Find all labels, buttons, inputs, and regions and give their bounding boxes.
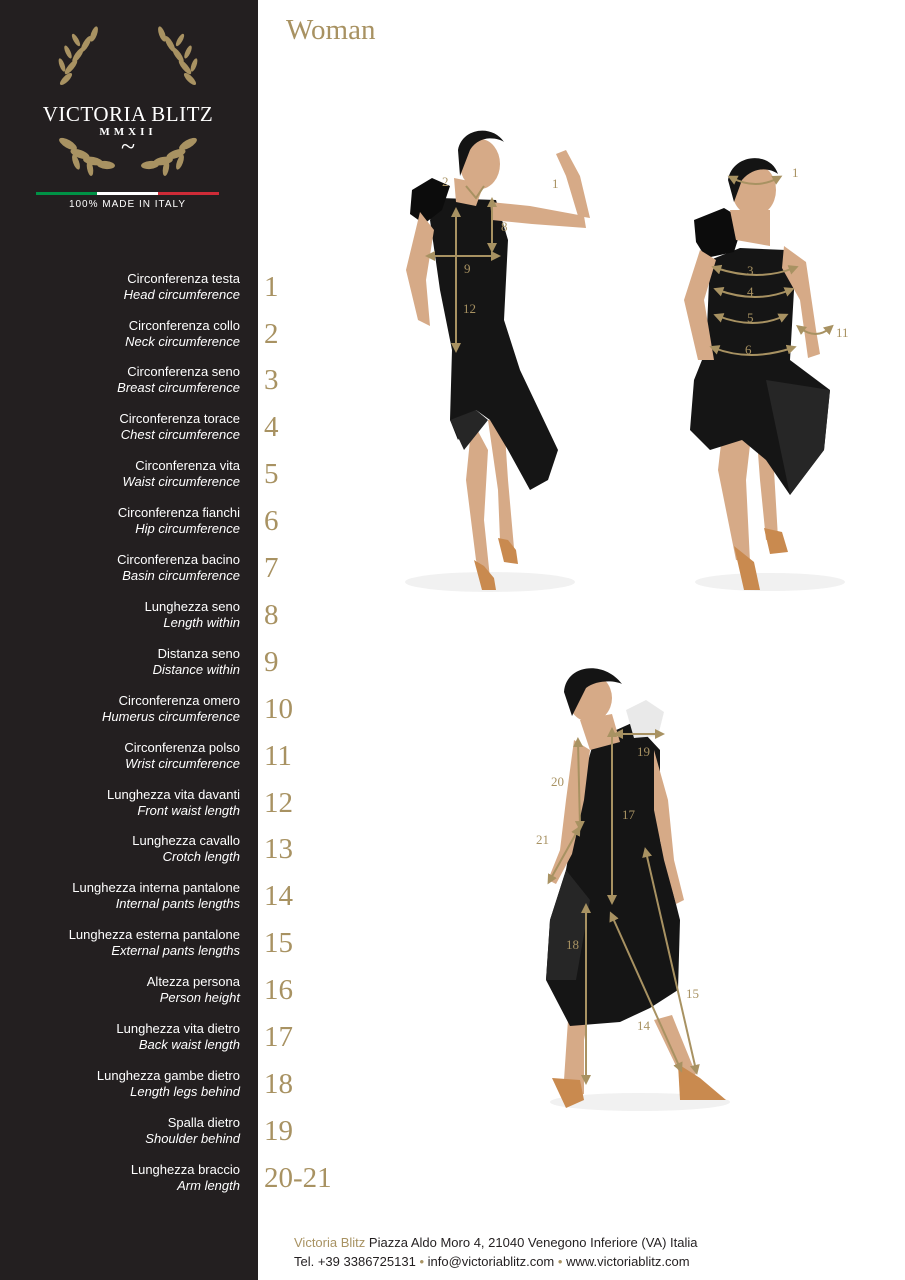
- legend-number: 3: [264, 364, 279, 396]
- legend-number: 17: [264, 1021, 293, 1053]
- measurement-marker: 5: [747, 310, 754, 325]
- legend-label-english: Waist circumference: [122, 474, 240, 489]
- legend-label-english: Neck circumference: [125, 334, 240, 349]
- measurement-marker: 6: [745, 342, 752, 357]
- legend-row: [0, 552, 360, 599]
- measurement-marker: 14: [637, 1018, 650, 1033]
- legend-row: [0, 599, 360, 646]
- legend-label-english: Hip circumference: [135, 521, 240, 536]
- legend-number: 6: [264, 505, 279, 537]
- legend-label-italian: Lunghezza cavallo: [132, 833, 240, 848]
- legend-number: 16: [264, 974, 293, 1006]
- legend-row: [0, 505, 360, 552]
- legend-number: 14: [264, 880, 293, 912]
- legend-label-english: Crotch length: [162, 849, 240, 864]
- legend-number: 1: [264, 271, 279, 303]
- legend-row: [0, 364, 360, 411]
- legend-row: [0, 974, 360, 1021]
- legend-label-italian: Circonferenza testa: [127, 271, 240, 286]
- measurement-marker: 20: [551, 774, 564, 789]
- legend-label-italian: Circonferenza collo: [128, 318, 240, 333]
- legend-row: [0, 411, 360, 458]
- legend-number: 20-21: [264, 1162, 332, 1194]
- legend-number: 11: [264, 740, 292, 772]
- measurement-marker: 19: [637, 744, 650, 759]
- legend-label-italian: Altezza persona: [146, 974, 240, 989]
- dancer-side-illustration: [670, 150, 870, 600]
- figure-front-measurements: [380, 120, 600, 600]
- legend-number: 9: [264, 646, 279, 678]
- dancer-front-illustration: [380, 120, 600, 600]
- contact-footer: [294, 1233, 698, 1271]
- legend-label-italian: Circonferenza vita: [135, 458, 240, 473]
- measurement-marker: 21: [536, 832, 549, 847]
- measurement-marker: 18: [566, 937, 579, 952]
- legend-row: [0, 693, 360, 740]
- footer-phone: Tel. +39 3386725131: [294, 1254, 416, 1269]
- legend-label-italian: Lunghezza braccio: [130, 1162, 240, 1177]
- measurement-marker: 3: [747, 263, 754, 278]
- brand-logo: [28, 22, 228, 192]
- legend-label-english: Head circumference: [123, 287, 240, 302]
- measurement-marker: 2: [442, 174, 449, 189]
- legend-label-italian: Circonferenza polso: [124, 740, 240, 755]
- legend-label-english: Wrist circumference: [125, 756, 240, 771]
- legend-row: [0, 1021, 360, 1068]
- legend-number: 18: [264, 1068, 293, 1100]
- figure-back-measurements: [530, 660, 750, 1120]
- legend-label-italian: Circonferenza bacino: [117, 552, 240, 567]
- legend-label-english: Basin circumference: [122, 568, 240, 583]
- legend-row: [0, 740, 360, 787]
- legend-row: [0, 833, 360, 880]
- footer-separator: •: [419, 1254, 424, 1269]
- legend-label-italian: Circonferenza torace: [119, 411, 240, 426]
- legend-number: 2: [264, 318, 279, 350]
- footer-address-line: [294, 1233, 698, 1252]
- legend-label-english: Length within: [163, 615, 240, 630]
- legend-row: [0, 1068, 360, 1115]
- legend-number: 15: [264, 927, 293, 959]
- legend-label-italian: Circonferenza seno: [127, 364, 240, 379]
- legend-number: 5: [264, 458, 279, 490]
- legend-label-italian: Circonferenza fianchi: [117, 505, 240, 520]
- legend-number: 13: [264, 833, 293, 865]
- brand-name: VICTORIA BLITZ: [42, 102, 214, 126]
- legend-number: 4: [264, 411, 279, 443]
- measurement-marker: 1: [552, 176, 559, 191]
- measurement-marker: 8: [501, 219, 508, 234]
- flag-red: [158, 192, 219, 195]
- legend-label-english: External pants lengths: [111, 943, 240, 958]
- legend-row: [0, 318, 360, 365]
- flag-white: [97, 192, 158, 195]
- legend-row: [0, 646, 360, 693]
- measurement-marker: 1: [792, 165, 799, 180]
- legend-number: 12: [264, 787, 293, 819]
- legend-label-english: Internal pants lengths: [115, 896, 240, 911]
- legend-row: [0, 787, 360, 834]
- legend-row: [0, 927, 360, 974]
- legend-label-english: Length legs behind: [130, 1084, 240, 1099]
- measurement-marker: 15: [686, 986, 699, 1001]
- page-title: Woman: [286, 14, 376, 46]
- legend-label-italian: Lunghezza esterna pantalone: [68, 927, 240, 942]
- brand-tilde: ~: [120, 132, 136, 161]
- legend-label-english: Distance within: [152, 662, 240, 677]
- footer-company: Victoria Blitz: [294, 1235, 366, 1250]
- italian-flag-stripe: [36, 192, 219, 195]
- brand-year: MMXII: [99, 126, 157, 138]
- footer-website[interactable]: www.victoriablitz.com: [566, 1254, 690, 1269]
- legend-number: 8: [264, 599, 279, 631]
- legend-row: [0, 458, 360, 505]
- measurement-marker: 11: [836, 325, 849, 340]
- legend-row: [0, 1162, 360, 1209]
- legend-row: [0, 1115, 360, 1162]
- footer-email[interactable]: info@victoriablitz.com: [427, 1254, 555, 1269]
- legend-label-english: Shoulder behind: [145, 1131, 240, 1146]
- legend-label-english: Chest circumference: [120, 427, 240, 442]
- legend-number: 19: [264, 1115, 293, 1147]
- legend-label-english: Person height: [159, 990, 240, 1005]
- legend-row: [0, 271, 360, 318]
- footer-address: Piazza Aldo Moro 4, 21040 Venegono Inferiore (VA) Italia: [368, 1235, 698, 1250]
- legend-label-english: Breast circumference: [117, 380, 240, 395]
- footer-separator: •: [557, 1254, 563, 1269]
- made-in-italy: 100% MADE IN ITALY: [68, 199, 187, 210]
- measurement-marker: 17: [622, 807, 635, 822]
- legend-label-italian: Lunghezza vita dietro: [116, 1021, 240, 1036]
- legend-label-english: Humerus circumference: [102, 709, 240, 724]
- flag-green: [36, 192, 97, 195]
- figure-side-measurements: [670, 150, 870, 600]
- footer-contact-line: [294, 1252, 698, 1271]
- legend-label-english: Arm length: [177, 1178, 240, 1193]
- legend-number: 7: [264, 552, 279, 584]
- legend-label-italian: Circonferenza omero: [118, 693, 240, 708]
- legend-label-italian: Lunghezza interna pantalone: [72, 880, 240, 895]
- legend-label-english: Back waist length: [138, 1037, 240, 1052]
- legend-row: [0, 880, 360, 927]
- dancer-back-illustration: [530, 660, 750, 1120]
- measurement-marker: 12: [463, 301, 476, 316]
- legend-label-english: Front waist length: [137, 803, 240, 818]
- legend-label-italian: Lunghezza gambe dietro: [96, 1068, 240, 1083]
- legend-number: 10: [264, 693, 293, 725]
- measurement-marker: 9: [464, 261, 471, 276]
- legend-label-italian: Spalla dietro: [167, 1115, 240, 1130]
- legend-label-italian: Distanza seno: [157, 646, 240, 661]
- legend-label-italian: Lunghezza vita davanti: [107, 787, 240, 802]
- legend-label-italian: Lunghezza seno: [144, 599, 240, 614]
- measurement-marker: 4: [747, 284, 754, 299]
